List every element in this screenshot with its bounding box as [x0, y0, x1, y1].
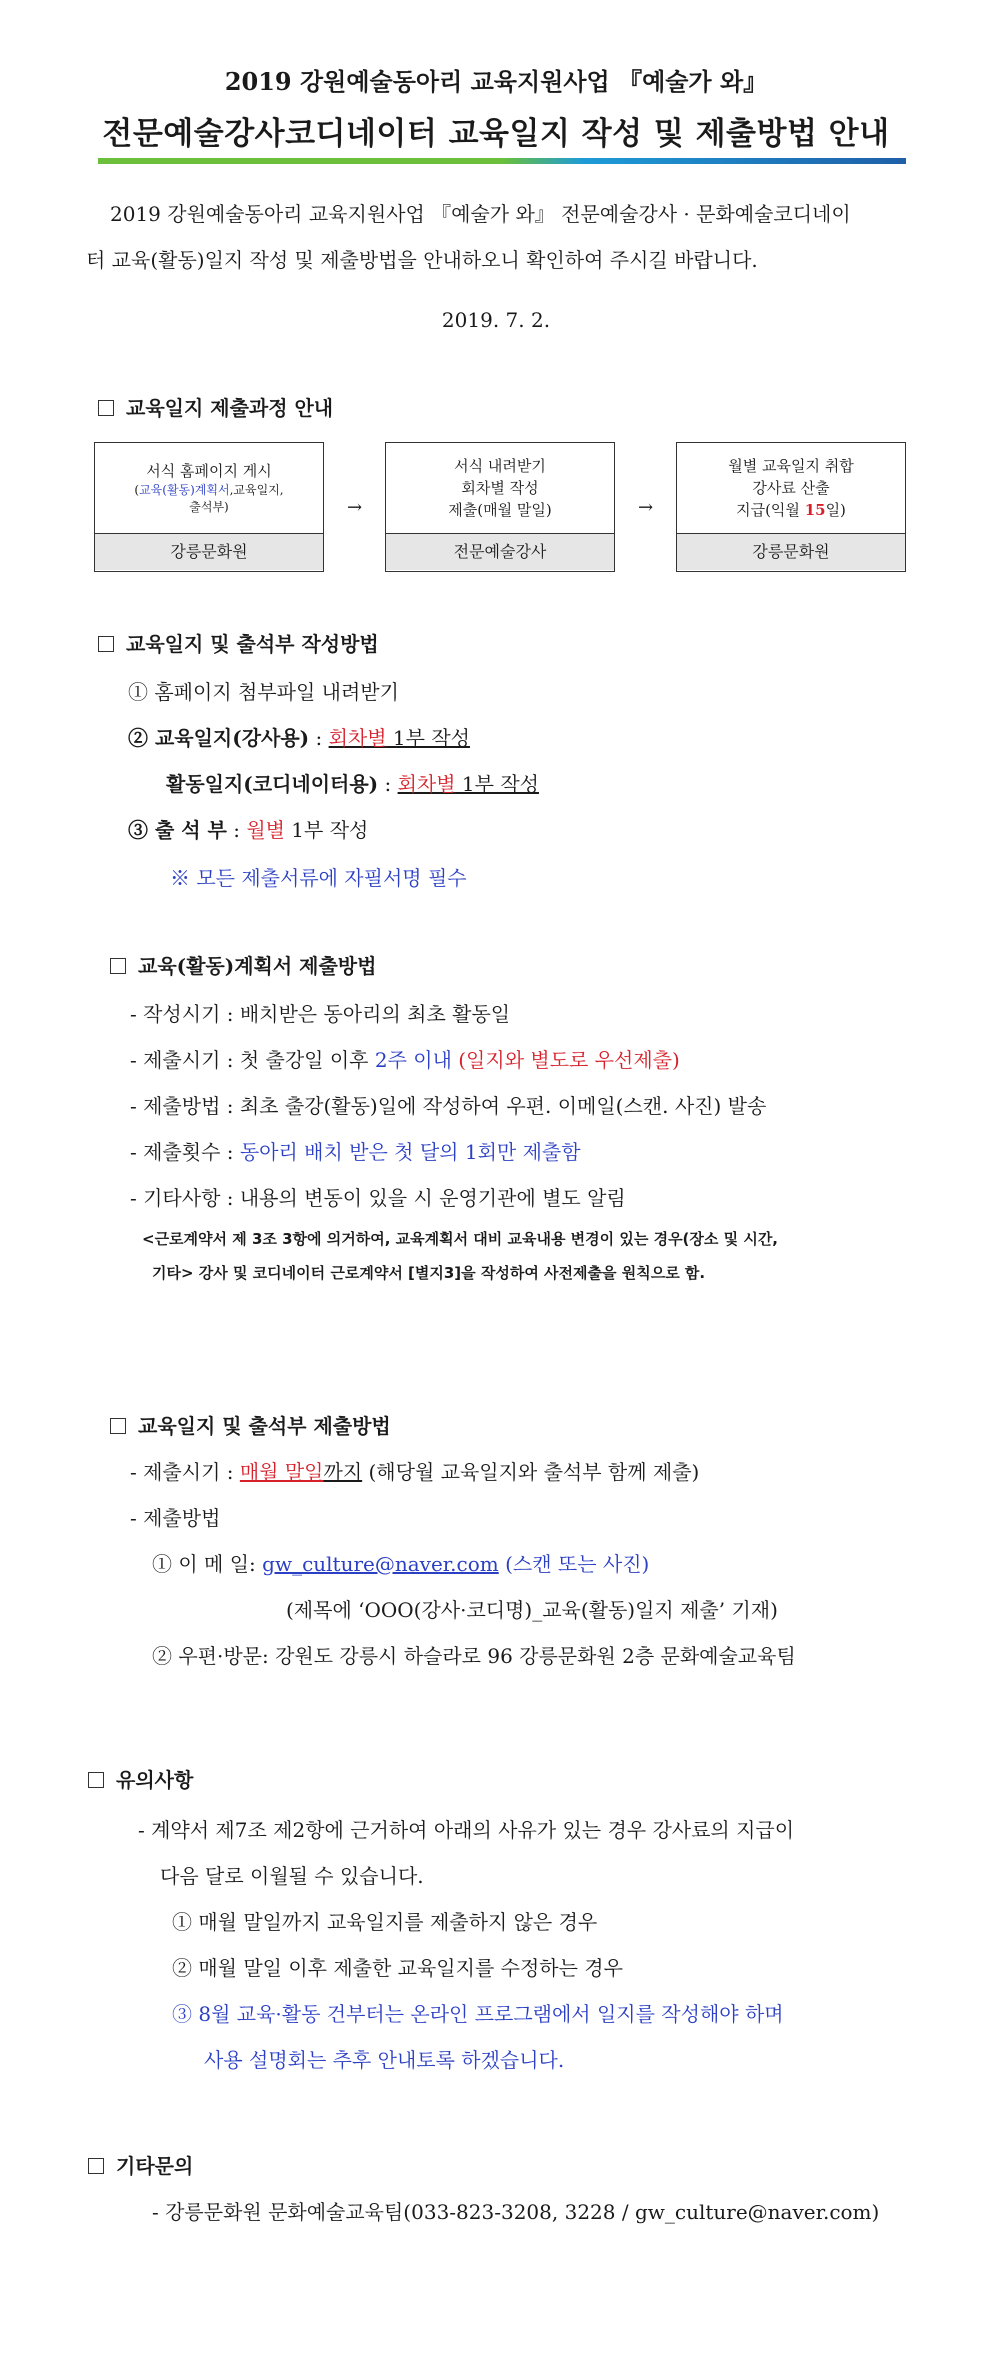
intro-line2: 터 교육(활동)일지 작성 및 제출방법을 안내하오니 확인하여 주시길 바랍니다.: [86, 248, 758, 272]
process-box-3-footer: 강릉문화원: [677, 534, 905, 570]
section-heading-process: 교육일지 제출과정 안내: [98, 392, 333, 421]
checkbox-square-icon: [98, 636, 114, 652]
process-box-3-line3: 지급(익월 15일): [736, 501, 846, 519]
document-title-line2: 전문예술강사코디네이터 교육일지 작성 및 제출방법 안내: [102, 116, 890, 152]
caution-line4: ② 매월 말일 이후 제출한 교육일지를 수정하는 경우: [172, 1956, 623, 1980]
caution-line6: 사용 설명회는 추후 안내토록 하겠습니다.: [204, 2048, 565, 2072]
plan-line5: - 기타사항 : 내용의 변동이 있을 시 운영기관에 별도 알림: [130, 1186, 626, 1210]
writing-item3: ③ 출 석 부 : 월별 1부 작성: [128, 818, 369, 842]
title-underline-bar: [98, 158, 906, 164]
checkbox-square-icon: [98, 400, 114, 416]
plan-note-line2: 기타> 강사 및 코디네이터 근로계약서 [별지3]을 작성하여 사전제출을 원칙으로 함.: [152, 1264, 706, 1282]
submit-line5: ② 우편·방문: 강원도 강릉시 하슬라로 96 강릉문화원 2층 문화예술교육팀: [152, 1644, 796, 1668]
contact-line1: - 강릉문화원 문화예술교육팀(033-823-3208, 3228 / gw_culture@naver.com): [152, 2200, 880, 2224]
process-box-3-line2: 강사료 산출: [752, 479, 830, 497]
plan-note-line1: <근로계약서 제 3조 3항에 의거하여, 교육계획서 대비 교육내용 변경이 있는 경우(장소 및 시간,: [142, 1230, 779, 1248]
document-date: 2019. 7. 2.: [441, 308, 551, 332]
arrow-right-icon: →: [347, 497, 363, 518]
submit-line1: - 제출시기 : 매월 말일까지 (해당월 교육일지와 출석부 함께 제출): [130, 1460, 700, 1484]
arrow-right-icon: →: [638, 497, 654, 518]
process-box-2-line2: 회차별 작성: [461, 479, 539, 497]
process-box-2-line3: 제출(매월 말일): [448, 501, 552, 519]
section-heading-submit: 교육일지 및 출석부 제출방법: [110, 1410, 391, 1439]
process-box-1-line2: (교육(활동)계획서,교육일지,: [134, 483, 284, 497]
checkbox-square-icon: [110, 958, 126, 974]
plan-line4: - 제출횟수 : 동아리 배치 받은 첫 달의 1회만 제출함: [130, 1140, 581, 1164]
checkbox-square-icon: [88, 2158, 104, 2174]
process-box-3: [676, 442, 906, 572]
process-box-2-line1: 서식 내려받기: [454, 457, 546, 475]
document-title-line1: 2019 강원예술동아리 교육지원사업 『예술가 와』: [224, 67, 768, 96]
email-link[interactable]: gw_culture@naver.com: [262, 1552, 499, 1576]
section-heading-caution: 유의사항: [88, 1764, 193, 1793]
submit-line3: ① 이 메 일: gw_culture@naver.com (스캔 또는 사진): [152, 1552, 650, 1576]
section-heading-plan: 교육(활동)계획서 제출방법: [110, 950, 376, 979]
caution-line1: - 계약서 제7조 제2항에 근거하여 아래의 사유가 있는 경우 강사료의 지급이: [138, 1818, 795, 1842]
intro-line1: 2019 강원예술동아리 교육지원사업 『예술가 와』 전문예술강사 · 문화예술코디네이: [110, 202, 851, 226]
caution-line2: 다음 달로 이월될 수 있습니다.: [160, 1864, 424, 1888]
process-box-1-footer: 강릉문화원: [95, 534, 323, 570]
signature-required-note: ※ 모든 제출서류에 자필서명 필수: [170, 866, 467, 890]
checkbox-square-icon: [110, 1418, 126, 1434]
writing-item1: ① 홈페이지 첨부파일 내려받기: [128, 680, 399, 704]
writing-item2b: 활동일지(코디네이터용) : 회차별 1부 작성: [166, 772, 539, 796]
section-heading-contact: 기타문의: [88, 2150, 193, 2179]
submit-line2: - 제출방법: [130, 1506, 221, 1530]
process-box-2: [385, 442, 615, 572]
process-box-3-line1: 월별 교육일지 취합: [728, 457, 854, 475]
caution-line5: ③ 8월 교육·활동 건부터는 온라인 프로그램에서 일지를 작성해야 하며: [172, 2002, 784, 2026]
caution-line3: ① 매월 말일까지 교육일지를 제출하지 않은 경우: [172, 1910, 598, 1934]
process-box-1-line3: 출석부): [189, 500, 229, 514]
plan-line1: - 작성시기 : 배치받은 동아리의 최초 활동일: [130, 1002, 511, 1026]
section-heading-writing: 교육일지 및 출석부 작성방법: [98, 628, 379, 657]
process-box-1-line1: 서식 홈페이지 게시: [146, 462, 272, 480]
checkbox-square-icon: [88, 1772, 104, 1788]
writing-item2: ② 교육일지(강사용) : 회차별 1부 작성: [128, 726, 470, 750]
process-box-2-footer: 전문예술강사: [386, 534, 614, 570]
process-box-1: [94, 442, 324, 572]
plan-line2: - 제출시기 : 첫 출강일 이후 2주 이내 (일지와 별도로 우선제출): [130, 1048, 680, 1072]
plan-line3: - 제출방법 : 최초 출강(활동)일에 작성하여 우편. 이메일(스캔. 사진) 발송: [130, 1094, 767, 1118]
submit-line4: (제목에 ‘OOO(강사·코디명)_교육(활동)일지 제출’ 기재): [286, 1598, 778, 1622]
